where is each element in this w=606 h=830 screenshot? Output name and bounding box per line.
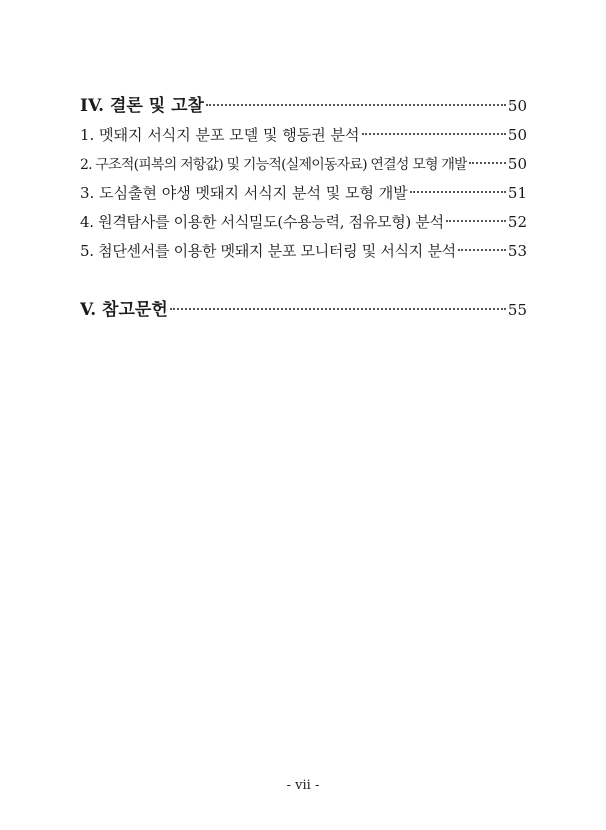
- dot-leader: [206, 104, 506, 106]
- toc-entry-title: IV. 결론 및 고찰: [80, 96, 204, 116]
- toc-entry-chapter-5[interactable]: [80, 296, 527, 325]
- dot-leader: [446, 220, 506, 222]
- toc-entry-title: 4. 원격탐사를 이용한 서식밀도(수용능력, 점유모형) 분석: [80, 213, 444, 231]
- dot-leader: [469, 162, 506, 164]
- toc-entry-4-2[interactable]: [80, 150, 527, 179]
- dot-leader: [170, 308, 506, 310]
- dot-leader: [458, 249, 506, 251]
- section-spacer: [80, 266, 527, 296]
- toc-entry-chapter-4[interactable]: [80, 92, 527, 121]
- page-number: - vii -: [286, 778, 320, 793]
- toc-entry-page: 53: [507, 242, 527, 260]
- toc-entry-4-4[interactable]: [80, 208, 527, 237]
- toc-entry-page: 55: [507, 301, 527, 319]
- toc-entry-page: 50: [507, 97, 527, 115]
- toc-entry-page: 50: [507, 155, 527, 173]
- toc-entry-title: 3. 도심출현 야생 멧돼지 서식지 분석 및 모형 개발: [80, 184, 408, 202]
- toc-entry-4-1[interactable]: [80, 121, 527, 150]
- toc-entry-4-5[interactable]: [80, 237, 527, 266]
- table-of-contents: [80, 92, 527, 325]
- toc-entry-title: 5. 첨단센서를 이용한 멧돼지 분포 모니터링 및 서식지 분석: [80, 242, 456, 260]
- toc-entry-4-3[interactable]: [80, 179, 527, 208]
- toc-entry-title: 2. 구조적(피복의 저항값) 및 기능적(실제이동자료) 연결성 모형 개발: [80, 157, 467, 173]
- toc-entry-page: 52: [507, 213, 527, 231]
- toc-entry-title: 1. 멧돼지 서식지 분포 모델 및 행동권 분석: [80, 126, 360, 144]
- toc-entry-page: 51: [507, 184, 527, 202]
- toc-entry-title: V. 참고문헌: [80, 300, 168, 320]
- toc-entry-page: 50: [507, 126, 527, 144]
- dot-leader: [362, 133, 506, 135]
- dot-leader: [410, 191, 506, 193]
